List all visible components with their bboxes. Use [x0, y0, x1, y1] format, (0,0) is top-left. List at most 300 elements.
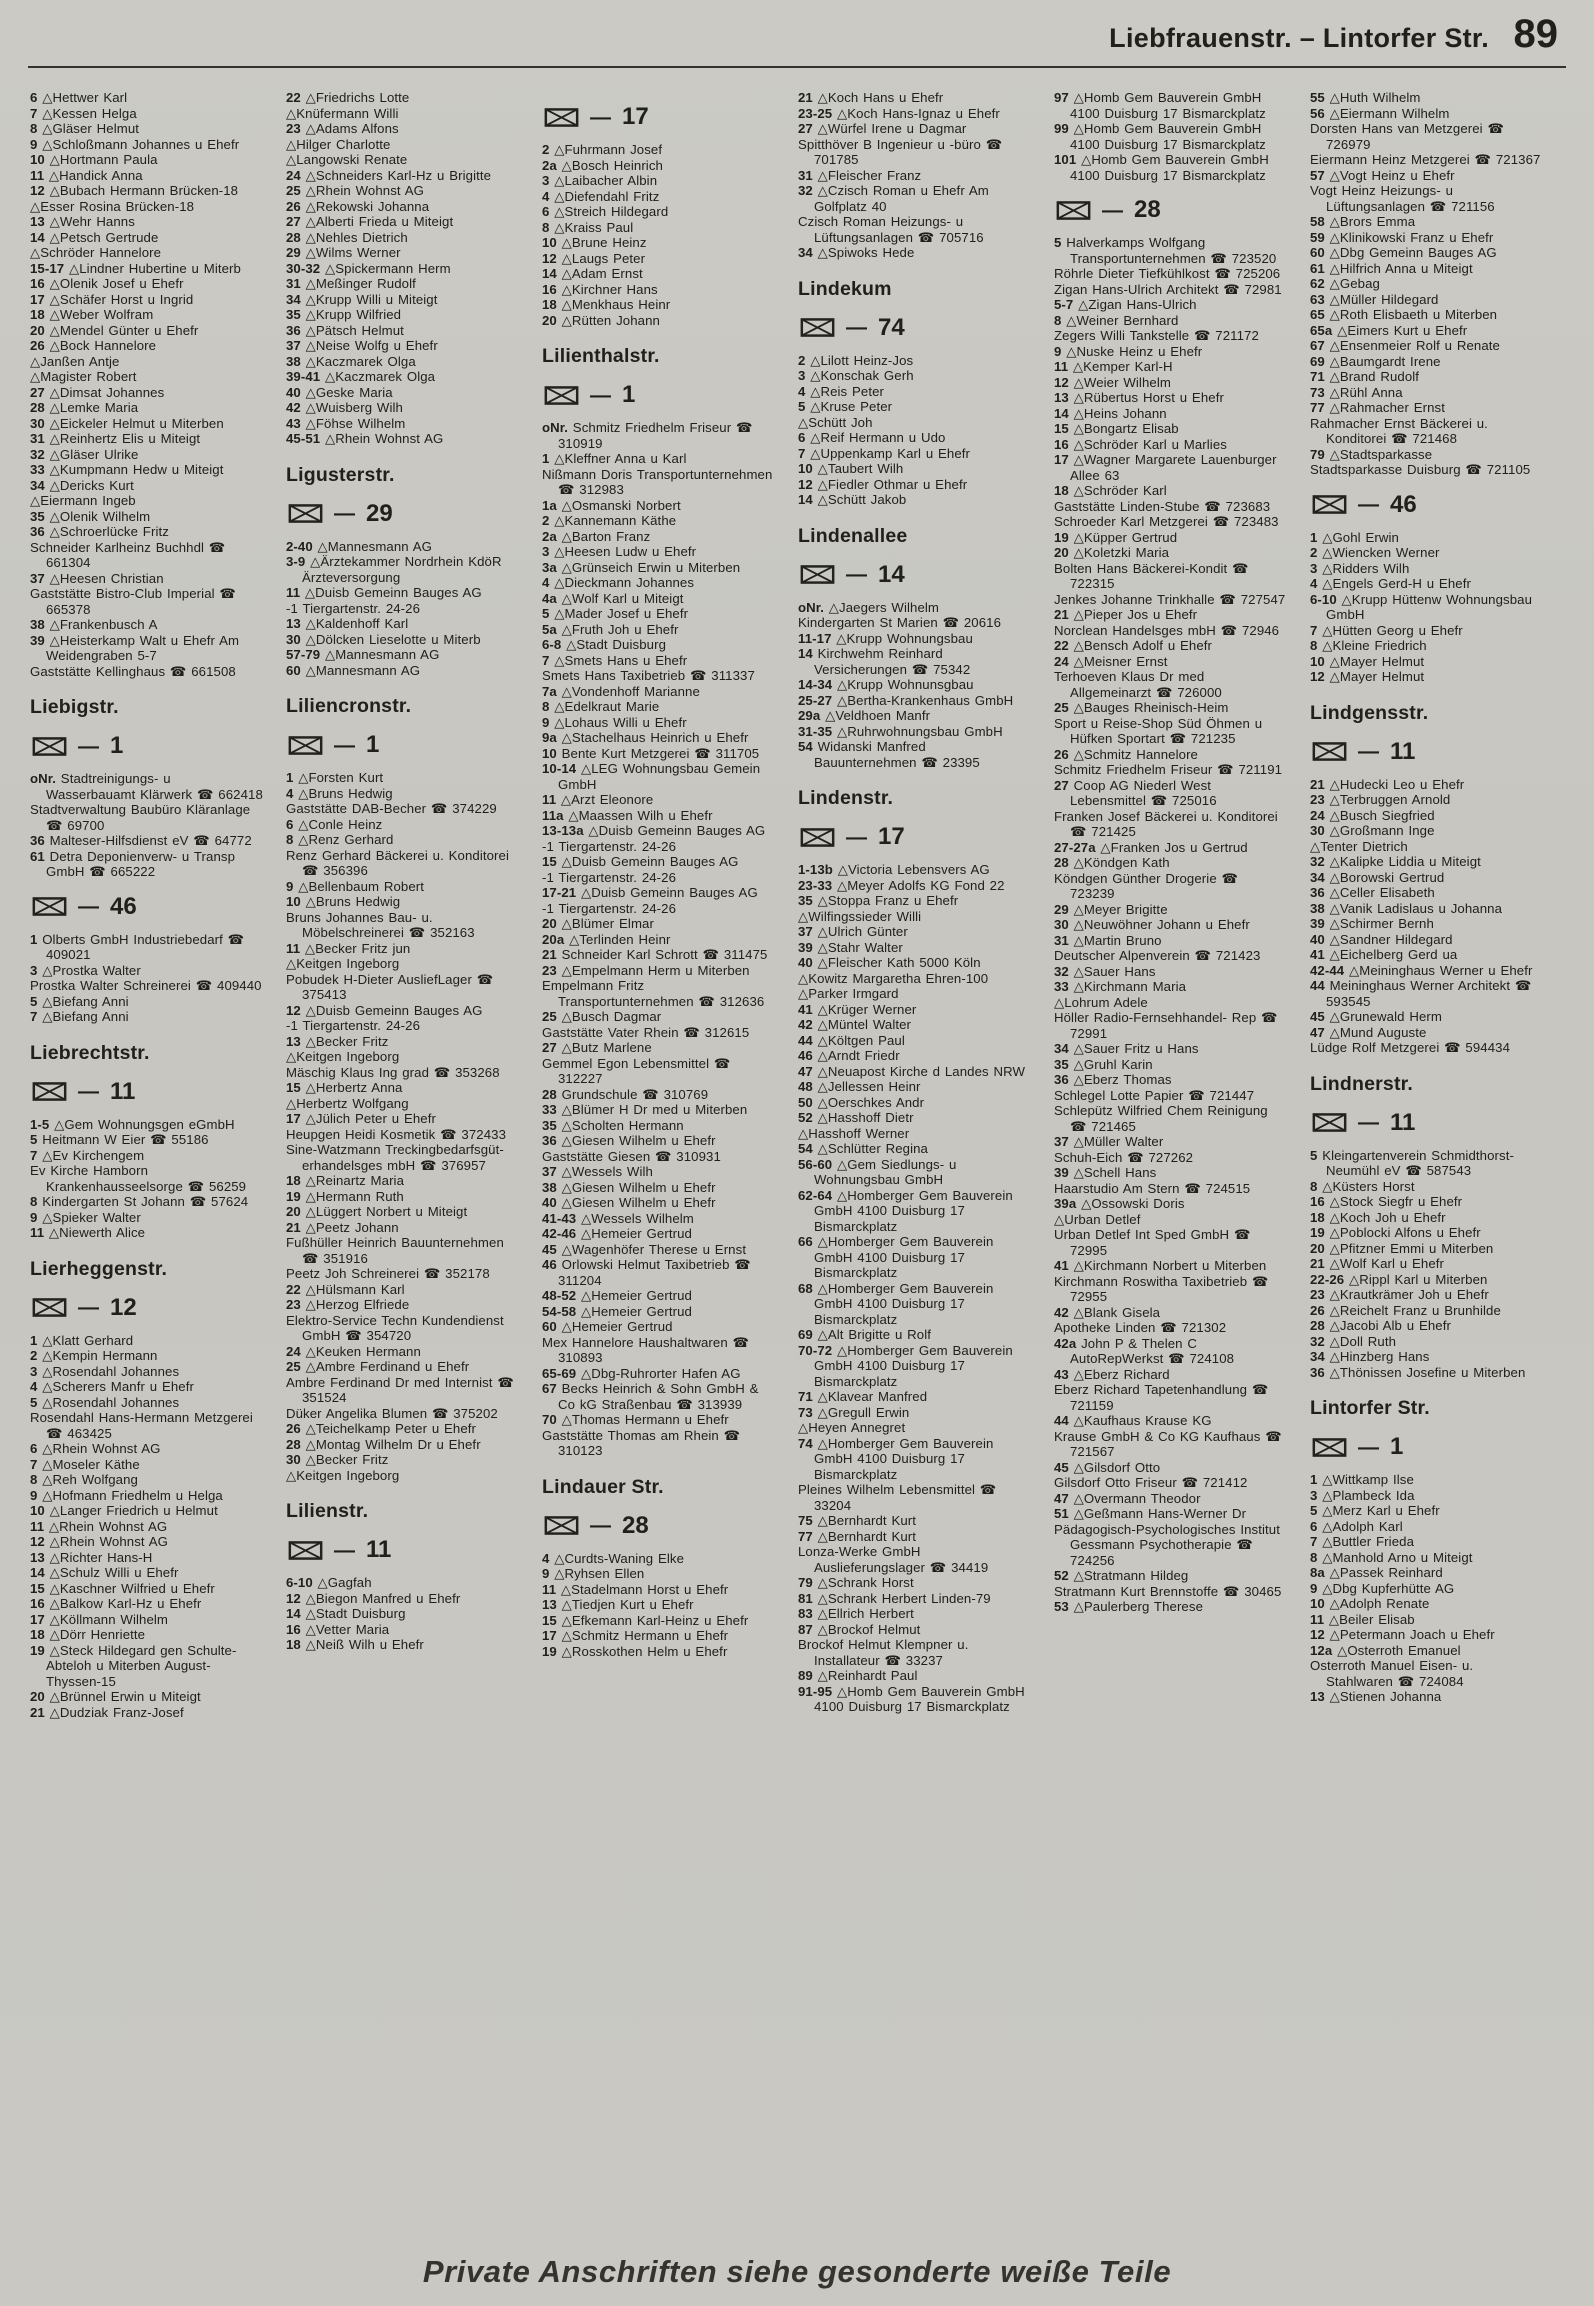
directory-entry: △Urban Detlef [1054, 1211, 1141, 1227]
directory-entry: 27-27a △Franken Jos u Gertrud [1054, 839, 1248, 855]
directory-entry: 71 △Brand Rudolf [1310, 369, 1420, 384]
directory-entry: 16 △Balkow Karl-Hz u Ehefr [30, 1596, 202, 1611]
house-number: 59 [1310, 229, 1325, 245]
directory-entry: 1-13b △Victoria Lebensvers AG [798, 862, 990, 877]
directory-entry: 11 △Niewerth Alice [30, 1225, 146, 1240]
directory-entry: 43 △Eberz Richard [1054, 1366, 1170, 1382]
directory-entry: 51 △Geßmann Hans-Werner Dr [1054, 1506, 1247, 1521]
directory-entry: 7a △Vondenhoff Marianne [542, 683, 700, 699]
directory-entry: 8 Kindergarten St Johann ☎ 57624 [30, 1194, 249, 1209]
house-number: 39 [1054, 1165, 1069, 1180]
envelope-icon [544, 1516, 579, 1535]
directory-entry: Czisch Roman Heizungs- u Lüftungsanlagen ☎ 705716 [798, 214, 984, 245]
directory-entry: 30 △Dölcken Lieselotte u Miterb [286, 631, 481, 647]
directory-entry: 3 △Ridders Wilh [1310, 560, 1410, 576]
directory-entry: 5 △Rosendahl Johannes [30, 1394, 180, 1410]
postal-code-line [542, 1511, 775, 1539]
house-number: 1 [286, 770, 294, 785]
envelope-icon [32, 1082, 67, 1101]
house-number: 13 [286, 616, 301, 631]
directory-entry: Vogt Heinz Heizungs- u Lüftungsanlagen ☎ 721156 [1310, 183, 1495, 214]
directory-entry: 3 △Laibacher Albin [542, 173, 658, 188]
house-number: 42 [286, 400, 301, 415]
directory-entry: 8 △Küsters Horst [1310, 1178, 1415, 1194]
directory-entry: 11 △Rhein Wohnst AG [30, 1518, 168, 1534]
postal-dash: — [1358, 1111, 1379, 1134]
house-number: 18 [286, 1173, 301, 1188]
directory-entry: 25 △Ambre Ferdinand u Ehefr [286, 1359, 470, 1374]
directory-entry: 14 △Petsch Gertrude [30, 229, 159, 245]
house-number: 37 [798, 924, 813, 939]
directory-entry: Nißmann Doris Transportunternehmen ☎ 312983 [542, 466, 773, 497]
directory-entry: 60 △Mannesmann AG [286, 662, 421, 678]
house-number: 56 [1310, 105, 1325, 121]
directory-entry: 28 Grundschule ☎ 310769 [542, 1086, 709, 1102]
house-number: 27-27a [1054, 839, 1096, 855]
house-number: 8 [30, 121, 38, 136]
directory-entry: Lüdge Rolf Metzgerei ☎ 594434 [1310, 1040, 1511, 1055]
postal-dash: — [846, 316, 867, 339]
house-number: 16 [30, 276, 45, 291]
house-number: 21 [30, 1704, 45, 1720]
directory-entry: 31 △Reinhertz Elis u Miteigt [30, 431, 201, 446]
directory-entry: 21 △Peetz Johann [286, 1219, 399, 1235]
house-number: 39 [798, 939, 813, 955]
postal-dash: — [78, 734, 99, 758]
directory-entry: 4 △Diefendahl Fritz [542, 188, 660, 204]
directory-entry: 4 △Scherers Manfr u Ehefr [30, 1379, 194, 1394]
directory-entry: 3a △Grünseich Erwin u Miterben [542, 559, 741, 575]
house-number: 13 [542, 1597, 557, 1612]
envelope-icon [1312, 495, 1347, 514]
directory-entry: 44 Meininghaus Werner Architekt ☎ 593545 [1310, 978, 1532, 1009]
directory-entry: 11 △Beiler Elisab [1310, 1611, 1415, 1627]
directory-entry: 21 △Koch Hans u Ehefr [798, 90, 944, 105]
directory-entry: 30 △Eickeler Helmut u Miterben [30, 415, 224, 431]
directory-entry: Höller Radio-Fernsehhandel- Rep ☎ 72991 [1054, 1010, 1278, 1041]
house-number: 32 [30, 446, 45, 462]
directory-entry: 13 △Richter Hans-H [30, 1549, 153, 1565]
directory-entry: 27 △Butz Marlene [542, 1040, 652, 1055]
directory-entry: 7 △Smets Hans u Ehefr [542, 652, 688, 668]
directory-entry: 21 △Dudziak Franz-Josef [30, 1704, 184, 1720]
directory-entry: 67 △Ensenmeier Rolf u Renate [1310, 338, 1500, 353]
envelope-icon [288, 1541, 323, 1560]
house-number: 37 [286, 338, 301, 353]
house-number: 34 [1310, 869, 1325, 885]
house-number: 5 [798, 399, 806, 414]
house-number: 36 [1310, 885, 1325, 900]
directory-entry: 32 △Doll Ruth [1310, 1333, 1397, 1349]
house-number: 40 [798, 955, 813, 970]
house-number: 28 [1310, 1318, 1325, 1333]
house-number: 34 [798, 245, 813, 260]
house-number: 44 [1054, 1413, 1069, 1428]
house-number: 47 [1054, 1490, 1069, 1506]
postal-number: 46 [1390, 490, 1417, 518]
directory-entry: △Esser Rosina Brücken-18 [30, 198, 195, 214]
directory-entry: 16 △Stock Siegfr u Ehefr [1310, 1194, 1463, 1209]
directory-entry: 35 △Olenik Wilhelm [30, 508, 151, 524]
directory-entry: 65-69 △Dbg-Ruhrorter Hafen AG [542, 1365, 741, 1381]
house-number: 12 [286, 1002, 301, 1018]
directory-entry: 16 △Kirchner Hans [542, 281, 658, 297]
house-number: 5 [542, 606, 550, 621]
directory-entry: 17 △Schmitz Hermann u Ehefr [542, 1628, 729, 1643]
directory-entry: Stratmann Kurt Brennstoffe ☎ 30465 [1054, 1583, 1282, 1599]
directory-entry: 5 Halverkamps Wolfgang Transportunternehmen ☎ 723520 [1054, 235, 1277, 266]
directory-entry: 35 △Scholten Hermann [542, 1117, 684, 1133]
house-number: 11 [542, 792, 557, 807]
directory-entry: 10 △Brune Heinz [542, 235, 647, 250]
directory-entry: Zigan Hans-Ulrich Architekt ☎ 72981 [1054, 281, 1282, 297]
directory-entry: 8 △Manhold Arno u Miteigt [1310, 1549, 1473, 1565]
house-number: 30-32 [286, 260, 321, 276]
house-number: 77 [1310, 400, 1325, 415]
directory-entry: 22 △Hülsmann Karl [286, 1281, 405, 1297]
house-number: 89 [798, 1668, 813, 1683]
directory-entry: 26 △Schmitz Hannelore [1054, 746, 1198, 762]
directory-entry: 33 △Kumpmann Hedw u Miteigt [30, 462, 224, 477]
directory-entry: △Kowitz Margaretha Ehren-100 [798, 970, 989, 986]
directory-entry: 29a △Veldhoen Manfr [798, 708, 931, 723]
directory-entry: 14 △Stadt Duisburg [286, 1606, 406, 1621]
directory-entry: 41 △Eichelberg Gerd ua [1310, 947, 1458, 962]
house-number: 5-7 [1054, 297, 1074, 312]
house-number: 42-44 [1310, 962, 1345, 978]
directory-entry: 73 △Rühl Anna [1310, 384, 1403, 400]
house-number: 11 [30, 1225, 45, 1240]
directory-entry: 8 △Gläser Helmut [30, 121, 140, 136]
directory-entry: 5 △Kruse Peter [798, 399, 893, 414]
directory-entry: 37 △Wessels Wilh [542, 1164, 653, 1179]
house-number: 32 [798, 183, 813, 198]
house-number: 8 [1310, 1178, 1318, 1194]
directory-entry: 9a △Stachelhaus Heinrich u Ehefr [542, 730, 749, 745]
house-number: 75 [798, 1513, 813, 1528]
directory-entry: 62-64 △Homberger Gem Bauverein GmbH 4100 Duisburg 17 Bismarckplatz [798, 1187, 1013, 1234]
street-heading: Liliencronstr. [286, 695, 412, 717]
envelope-icon [544, 108, 579, 127]
directory-entry: 2 △Lilott Heinz-Jos [798, 352, 914, 368]
directory-entry: 11 △Stadelmann Horst u Ehefr [542, 1581, 729, 1597]
directory-entry: Gilsdorf Otto Friseur ☎ 721412 [1054, 1475, 1248, 1490]
house-number: 3 [1310, 560, 1318, 576]
postal-number: 14 [878, 560, 905, 588]
house-number: 2-40 [286, 538, 313, 554]
directory-entry: 1 △Gohl Erwin [1310, 529, 1399, 545]
house-number: 12 [1310, 1627, 1325, 1642]
directory-entry: 5 Heitmann W Eier ☎ 55186 [30, 1132, 209, 1147]
house-number: 8 [286, 832, 294, 847]
house-number: 30 [286, 1452, 301, 1467]
postal-dash: — [590, 383, 611, 407]
directory-entry: 75 △Bernhardt Kurt [798, 1513, 917, 1528]
directory-entry: 23 △Krautkrämer Joh u Ehefr [1310, 1287, 1489, 1302]
envelope-icon [32, 737, 67, 756]
house-number: 35 [286, 307, 301, 322]
house-number: 3 [1310, 1487, 1318, 1503]
postal-code-line [30, 734, 263, 758]
directory-entry: Deutscher Alpenverein ☎ 721423 [1054, 948, 1261, 963]
directory-entry: 31 △Meßinger Rudolf [286, 276, 416, 291]
directory-entry: 61 Detra Deponienverw- u Transp GmbH ☎ 665222 [30, 848, 236, 879]
directory-entry: 42 △Müntel Walter [798, 1017, 912, 1032]
directory-entry: Fußhüller Heinrich Bauunternehmen ☎ 351916 [286, 1235, 504, 1266]
house-number: 18 [286, 1637, 301, 1652]
house-number: 15 [30, 1580, 45, 1596]
directory-entry: 42-46 △Hemeier Gertrud [542, 1226, 692, 1241]
house-number: 10 [542, 745, 557, 761]
postal-dash: — [334, 502, 355, 525]
directory-entry: 18 △Schröder Karl [1054, 483, 1167, 498]
house-number: 41 [1054, 1258, 1069, 1273]
house-number: 69 [798, 1327, 813, 1342]
house-number: 9 [1310, 1580, 1318, 1596]
house-number: 53 [1054, 1599, 1069, 1614]
postal-dash: — [1102, 198, 1123, 222]
house-number: 32 [1310, 854, 1325, 869]
postal-dash: — [846, 825, 867, 849]
house-number: 5 [1054, 235, 1062, 250]
directory-entry: 1-5 △Gem Wohnungsgen eGmbH [30, 1116, 235, 1132]
house-number: 2 [798, 352, 806, 368]
house-number: 56-60 [798, 1156, 833, 1172]
directory-entry: 8 △Kleine Friedrich [1310, 638, 1427, 653]
house-number: 1 [30, 931, 38, 947]
directory-entry: 56 △Eiermann Wilhelm [1310, 105, 1450, 121]
directory-entry: 3 △Rosendahl Johannes [30, 1363, 180, 1379]
directory-entry: 26 △Reichelt Franz u Brunhilde [1310, 1302, 1501, 1318]
house-number: 7 [542, 652, 550, 668]
house-number: 2 [542, 513, 550, 528]
directory-entry: Kirchmann Roswitha Taxibetrieb ☎ 72955 [1054, 1273, 1269, 1304]
directory-entry: 12 △Rhein Wohnst AG [30, 1534, 168, 1549]
directory-entry: 18 △Neiß Wilh u Ehefr [286, 1637, 424, 1652]
directory-entry: △Lohrum Adele [1054, 994, 1148, 1010]
house-number: 7 [30, 105, 38, 121]
postal-code-line [798, 825, 1031, 849]
house-number: 37 [30, 570, 45, 586]
house-number: 13 [286, 1033, 301, 1049]
house-number: 81 [798, 1590, 813, 1606]
house-number: 35 [30, 508, 45, 524]
directory-entry: 48-52 △Hemeier Gertrud [542, 1288, 692, 1303]
house-number: 21 [542, 947, 557, 962]
directory-entry: 66 △Homberger Gem Bauverein GmbH 4100 Duisburg 17 Bismarckplatz [798, 1234, 994, 1280]
directory-entry: Norclean Handelsges mbH ☎ 72946 [1054, 622, 1280, 638]
house-number: 28 [1054, 855, 1069, 870]
directory-entry: 2 △Wiencken Werner [1310, 545, 1440, 560]
house-number: 12 [286, 1590, 301, 1606]
directory-entry: 6-8 △Stadt Duisburg [542, 637, 667, 652]
street-heading: Lindekum [798, 277, 892, 300]
directory-entry: 34 △Spiwoks Hede [798, 245, 915, 260]
envelope-icon [288, 736, 323, 755]
directory-entry: 6 △Rhein Wohnst AG [30, 1441, 161, 1456]
directory-entry: 53 △Paulerberg Therese [1054, 1599, 1203, 1614]
directory-entry: Renz Gerhard Bäckerei u. Konditorei ☎ 356396 [286, 847, 510, 878]
directory-entry: 23 △Empelmann Herm u Miterben [542, 962, 750, 978]
directory-entry: 4 △Curdts-Waning Elke [542, 1550, 685, 1566]
directory-entry: 19 △Steck Hildegard gen Schulte-Abteloh u Miterben August-Thyssen-15 [30, 1642, 237, 1689]
postal-dash: — [846, 563, 867, 586]
directory-entry: 27 △Alberti Frieda u Miteigt [286, 214, 454, 229]
street-heading: Lindgensstr. [1310, 701, 1429, 724]
directory-entry: 14 △Adam Ernst [542, 266, 643, 281]
directory-entry: 42 △Wuisberg Wilh [286, 400, 403, 415]
directory-entry: 57 △Vogt Heinz u Ehefr [1310, 167, 1455, 183]
directory-entry: 39-41 △Kaczmarek Olga [286, 369, 436, 384]
house-number: 26 [30, 338, 45, 353]
house-number: 7 [798, 445, 806, 461]
house-number: 33 [1054, 979, 1069, 994]
directory-entry: 23-25 △Koch Hans-Ignaz u Ehefr [798, 105, 1000, 121]
directory-entry: 7 △Moseler Käthe [30, 1456, 140, 1472]
directory-entry: 71 △Klavear Manfred [798, 1389, 928, 1404]
directory-entry: 35 △Stoppa Franz u Ehefr [798, 893, 959, 908]
house-number: 54 [798, 1141, 813, 1156]
envelope-icon [544, 386, 579, 405]
house-number: 31 [286, 276, 301, 291]
directory-entry: △Hilger Charlotte [286, 136, 391, 152]
directory-entry: Stadtverwaltung Baubüro Kläranlage ☎ 69700 [30, 802, 251, 833]
directory-entry: 13 △Stienen Johanna [1310, 1689, 1442, 1704]
directory-entry: Pädagogisch-Psychologisches Institut Gessmann Psychotherapie ☎ 724256 [1054, 1521, 1280, 1568]
house-number: 11 [30, 167, 45, 183]
street-heading: Lindauer Str. [542, 1475, 664, 1498]
house-number: 46 [542, 1257, 557, 1272]
house-number: 6 [30, 90, 38, 105]
house-number: 55 [1310, 90, 1325, 105]
postal-number: 11 [1390, 1108, 1416, 1136]
house-number: 2a [542, 528, 557, 544]
directory-entry: 45 △Grunewald Herm [1310, 1009, 1442, 1024]
directory-entry: 28 △Nehles Dietrich [286, 229, 408, 245]
directory-entry: 8 △Edelkraut Marie [542, 699, 660, 714]
house-number: 14 [30, 1565, 45, 1580]
directory-entry: 7 △Biefang Anni [30, 1009, 129, 1024]
envelope-icon [1056, 201, 1091, 220]
house-number: 13 [30, 1549, 45, 1565]
house-number: 20 [286, 1204, 301, 1219]
directory-entry: 27 △Dimsat Johannes [30, 384, 165, 400]
directory-entry: 48 △Jellessen Heinr [798, 1079, 921, 1094]
house-number: 18 [542, 297, 557, 312]
directory-entry: Elektro-Service Techn Kundendienst GmbH ☎ 354720 [286, 1312, 504, 1343]
directory-entry: 19 △Poblocki Alfons u Ehefr [1310, 1225, 1481, 1240]
directory-entry: Schlegel Lotte Papier ☎ 721447 [1054, 1087, 1255, 1103]
envelope-icon [800, 565, 835, 584]
house-number: 27 [542, 1040, 557, 1055]
directory-entry: 18 △Menkhaus Heinr [542, 297, 671, 312]
house-number: 32 [1310, 1333, 1325, 1349]
directory-entry: 2 △Fuhrmann Josef [542, 142, 663, 157]
directory-entry: 6 △Hettwer Karl [30, 90, 128, 105]
envelope-icon [1312, 1438, 1347, 1457]
house-number: 35 [1054, 1056, 1069, 1072]
house-number: 11 [286, 585, 301, 600]
directory-entry: Lonza-Werke GmbH Auslieferungslager ☎ 34419 [798, 1544, 989, 1575]
house-number: 101 [1054, 152, 1077, 167]
directory-entry: 69 △Baumgardt Irene [1310, 353, 1441, 369]
directory-entry: 5 △Merz Karl u Ehefr [1310, 1503, 1440, 1518]
directory-entry: △Heyen Annegret [798, 1420, 906, 1435]
house-number: 62-64 [798, 1187, 833, 1203]
house-number: 30 [1054, 917, 1069, 932]
house-number: 5 [30, 1394, 38, 1410]
postal-code-line [30, 1293, 263, 1321]
directory-entry: 79 △Stadtsparkasse [1310, 446, 1433, 462]
directory-entry: Apotheke Linden ☎ 721302 [1054, 1320, 1227, 1335]
directory-entry: 25 △Bauges Rheinisch-Heim [1054, 700, 1229, 715]
street-heading: Lilienthalstr. [542, 345, 660, 367]
house-number: 8 [1054, 312, 1062, 328]
house-number: 26 [286, 1421, 301, 1436]
directory-entry: 14 △Heins Johann [1054, 405, 1167, 421]
house-number: 11 [1310, 1611, 1325, 1627]
house-number: 15 [1054, 421, 1069, 436]
house-number: 65a [1310, 322, 1333, 338]
directory-entry: 70-72 △Homberger Gem Bauverein GmbH 4100 Duisburg 17 Bismarckplatz [798, 1342, 1013, 1389]
directory-entry: 11 △Duisb Gemeinn Bauges AG [286, 585, 482, 600]
directory-entry: 16 △Vetter Maria [286, 1621, 390, 1637]
directory-entry: 8 △Reh Wolfgang [30, 1472, 138, 1487]
house-number: 34 [1310, 1349, 1325, 1364]
directory-entry: 3 △Heesen Ludw u Ehefr [542, 544, 697, 559]
house-number: 19 [1310, 1225, 1325, 1240]
directory-entry: Sport u Reise-Shop Süd Öhmen u Hüfken Sportart ☎ 721235 [1054, 715, 1263, 746]
directory-entry: 77 △Bernhardt Kurt [798, 1528, 917, 1544]
house-number: 44 [798, 1032, 813, 1048]
house-number: 2a [542, 157, 557, 173]
directory-entry: 25 △Busch Dagmar [542, 1009, 662, 1024]
directory-entry: Kindergarten St Marien ☎ 20616 [798, 615, 1002, 630]
directory-entry: 99 △Homb Gem Bauverein GmbH 4100 Duisburg 17 Bismarckplatz [1054, 121, 1266, 152]
house-number: 7 [30, 1147, 38, 1163]
directory-entry: 32 △Kalipke Liddia u Miteigt [1310, 854, 1481, 869]
house-number: 23 [286, 121, 301, 136]
house-number: 6 [798, 430, 806, 445]
directory-entry: 18 △Reinartz Maria [286, 1173, 405, 1188]
directory-entry: Brockof Helmut Klempner u. Installateur ☎ 33237 [798, 1637, 969, 1668]
directory-entry: 7 △Kessen Helga [30, 105, 137, 121]
directory-entry: 12 △Petermann Joach u Ehefr [1310, 1627, 1495, 1642]
postal-dash: — [334, 1538, 355, 1562]
directory-entry: Pleines Wilhelm Lebensmittel ☎ 33204 [798, 1482, 997, 1513]
directory-entry: Spitthöver B Ingenieur u -büro ☎ 701785 [798, 136, 1003, 167]
house-number: 1-5 [30, 1116, 50, 1132]
page-title: Liebfrauenstr. – Lintorfer Str. [1109, 23, 1490, 53]
directory-entry: 7 △Buttler Frieda [1310, 1534, 1415, 1549]
directory-entry: 74 △Homberger Gem Bauverein GmbH 4100 Duisburg 17 Bismarckplatz [798, 1435, 994, 1482]
house-number: 9 [30, 1209, 38, 1225]
house-number: 25 [542, 1009, 557, 1024]
house-number: 11a [542, 807, 564, 823]
house-number: 19 [1054, 529, 1069, 545]
house-number: 4 [30, 1379, 38, 1394]
directory-entry: 28 △Köndgen Kath [1054, 855, 1170, 870]
directory-entry: Gaststätte Linden-Stube ☎ 723683 [1054, 498, 1271, 514]
directory-entry: Smets Hans Taxibetrieb ☎ 311337 [542, 668, 755, 683]
house-number: 43 [1054, 1366, 1069, 1382]
directory-entry: 10 △Langer Friedrich u Helmut [30, 1503, 218, 1518]
house-number: 34 [1054, 1041, 1069, 1056]
directory-entry: △Hasshoff Werner [798, 1125, 910, 1141]
house-number: 1-13b [798, 862, 833, 877]
house-number: 39-41 [286, 369, 321, 384]
house-number: 46 [798, 1048, 813, 1063]
